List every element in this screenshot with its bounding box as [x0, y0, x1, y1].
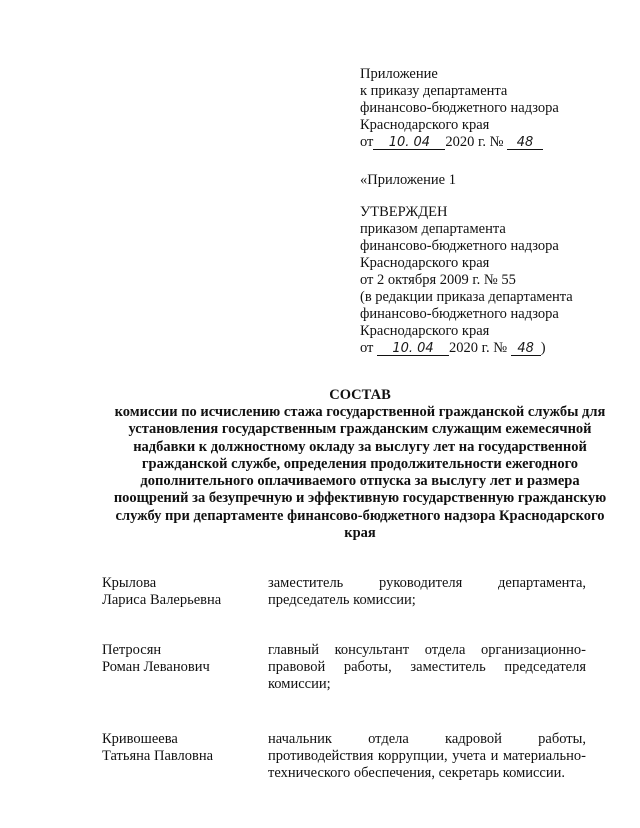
- subtitle-line: надбавки к должностному окладу за выслугу лет на государственной: [133, 438, 587, 455]
- member-surname: Кривошеева: [102, 731, 178, 747]
- appendix-line: к приказу департамента: [360, 83, 508, 99]
- subtitle-line: комиссии по исчислению стажа государственной гражданской службы для: [114, 404, 606, 420]
- approval-line: Краснодарского края: [360, 323, 490, 339]
- appendix-date-line: [360, 134, 559, 151]
- approval-line: (в редакции приказа департамента: [360, 289, 573, 305]
- approval-date-line: [360, 340, 573, 357]
- approval-line: финансово-бюджетного надзора: [360, 306, 559, 322]
- member-name: [102, 642, 252, 676]
- closing-paren: ): [540, 340, 546, 356]
- subtitle-line: установления государственным гражданским служащим ежемесячной: [128, 421, 592, 438]
- member-given-names: Татьяна Павловна: [102, 748, 214, 764]
- member-role: начальник отдела кадровой работы, противодействия коррупции, учета и материально-технического обеспечения, секретарь комиссии.: [268, 731, 586, 781]
- handwritten-number: 48: [511, 340, 541, 357]
- date-year: 2020 г. №: [449, 340, 508, 356]
- appendix-line: Приложение: [360, 66, 438, 82]
- member-name: [102, 731, 252, 765]
- member-given-names: Роман Леванович: [102, 659, 210, 675]
- handwritten-date: 10. 04: [373, 134, 445, 151]
- subtitle-line: поощрений за безупречную и эффективную государственную гражданскую: [113, 490, 607, 507]
- appendix-header: [360, 66, 559, 151]
- approved-heading: УТВЕРЖДЕН: [360, 204, 448, 220]
- handwritten-number: 48: [507, 134, 543, 151]
- date-year: 2020 г. №: [445, 134, 504, 150]
- appendix-line: финансово-бюджетного надзора: [360, 100, 559, 116]
- approval-line: приказом департамента: [360, 221, 506, 237]
- date-prefix: от: [360, 134, 374, 150]
- member-surname: Крылова: [102, 575, 157, 591]
- approval-line: Краснодарского края: [360, 255, 490, 271]
- member-surname: Петросян: [102, 642, 162, 658]
- subtitle-line: дополнительного оплачиваемого отпуска за выслугу лет и размера: [140, 473, 580, 490]
- approval-header: [360, 172, 456, 189]
- member-role: заместитель руководителя департамента, председатель комиссии;: [268, 575, 586, 608]
- document-subtitle: [100, 404, 620, 542]
- appendix-line: Краснодарского края: [360, 117, 490, 133]
- member-given-names: Лариса Валерьевна: [102, 592, 222, 608]
- subtitle-line: службу при департаменте финансово-бюджетного надзора Краснодарского: [115, 507, 605, 524]
- handwritten-date: 10. 04: [377, 340, 449, 357]
- appendix-reference: «Приложение 1: [360, 172, 456, 188]
- approval-stamp: [360, 204, 573, 357]
- date-prefix: от: [360, 340, 374, 356]
- document-title: СОСТАВ: [329, 387, 391, 403]
- subtitle-line: гражданской службе, определения продолжительности ежегодного: [141, 455, 579, 472]
- member-role: главный консультант отдела организационно-правовой работы, заместитель председателя комиссии;: [268, 642, 586, 692]
- approval-line: финансово-бюджетного надзора: [360, 238, 559, 254]
- member-name: [102, 575, 252, 609]
- approval-line: от 2 октября 2009 г. № 55: [360, 272, 516, 288]
- subtitle-line: края: [344, 525, 376, 542]
